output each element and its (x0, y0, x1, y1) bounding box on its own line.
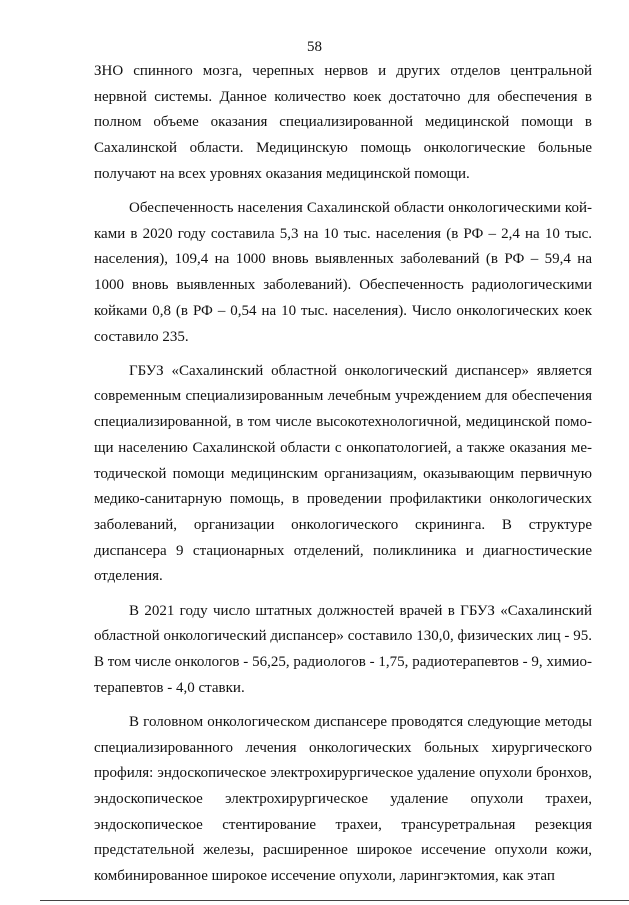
paragraph-bed-availability: Обеспеченность населения Сахалинской области онкологическими койками в 2020 году составила 5,3 на 10 тыс. населения (в РФ – 2,4 на 10 тыс. населения), 109,4 на 1000 вновь выявленных заболеваний (в РФ – 59,4 на 1000 вновь выявленных заболеваний). Обеспеченность радиологическими койками 0,8 (в РФ – 0,54 на 10 тыс. населения). Число онкологических коек составило 235. (94, 200, 592, 345)
paragraph-treatment-methods: В головном онкологическом диспансере проводятся следующие методы специализированного лечения онкологических больных хирургического профиля: эндоскопическое электрохирургическое удаление опухоли бронхов, эндоскопическое электрохирургическое удаление опухоли трахеи, эндоскопическое стентирование трахеи, трансуретральная резекция предстательной железы, расширенное широкое иссечение опухоли кожи, комбинированное широкое иссечение опухоли, ларингэктомия, как этап (94, 713, 592, 885)
paragraph-beds-continuation: ЗНО спинного мозга, черепных нервов и других отделов центральной нервной системы. Данное количество коек достаточно для обеспечения в полном объеме оказания специализированной медицинской помощи в Сахалинской области. Медицинскую помощь онкологические больные получают на всех уровнях оказания медицинской помощи. (94, 63, 592, 182)
page-number: 58 (307, 39, 322, 55)
page-bottom-rule (40, 900, 629, 901)
paragraph-oncology-dispensary: ГБУЗ «Сахалинский областной онкологический диспансер» является современным специализированным лечебным учреждением для обеспечения специализированной, в том числе высокотехнологичной, медицинской помощи населению Сахалинской области с онкопатологией, а также оказания методической помощи медицинским организациям, оказывающим первичную медико-санитарную помощь, в проведении профилактики онкологических заболеваний, организации онкологического скрининга. В структуре диспансера 9 стационарных отделений, поликлиника и диагностические отделения. (94, 362, 592, 585)
paragraph-staffing: В 2021 году число штатных должностей врачей в ГБУЗ «Сахалинский областной онкологический диспансер» составило 130,0, физических лиц - 95. В том числе онкологов - 56,25, радиологов - 1,75, радиотерапевтов - 9, химиотерапевтов - 4,0 ставки. (94, 602, 592, 696)
body-text (94, 59, 592, 890)
